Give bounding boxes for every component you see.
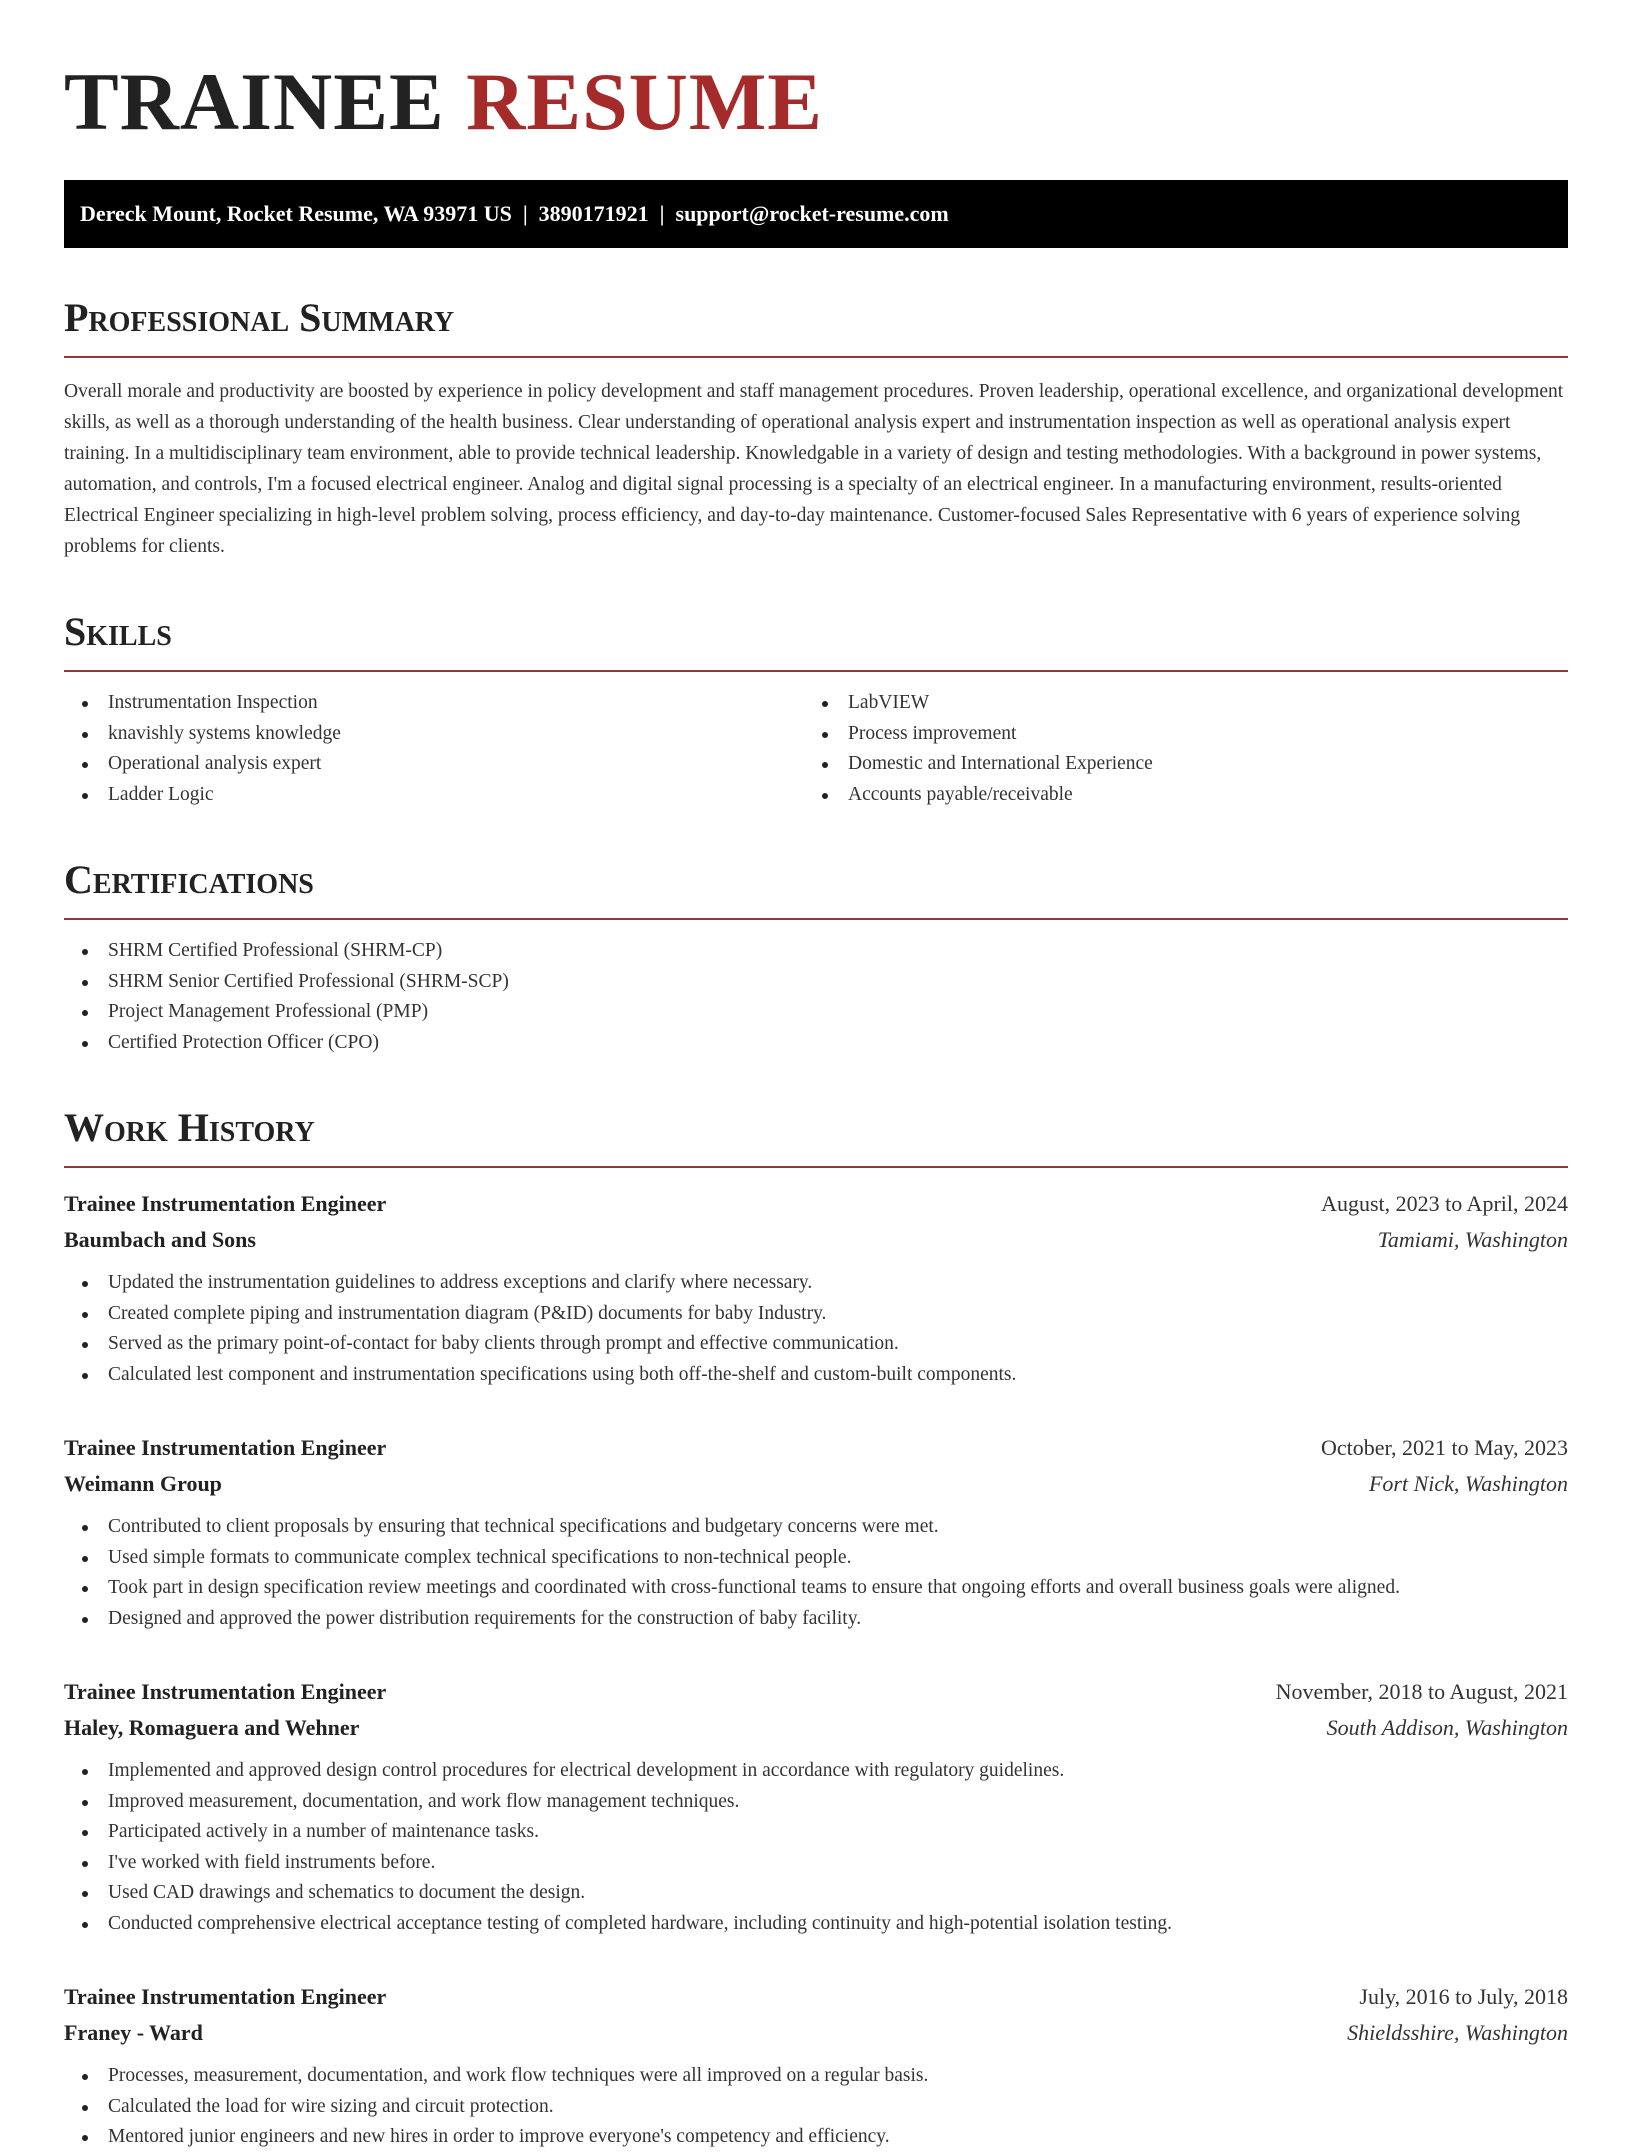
job-location: South Addison, Washington: [1326, 1715, 1568, 1740]
job-entry: [64, 1979, 1568, 2153]
job-duties: [64, 1512, 1568, 1634]
skills-section: [64, 608, 1568, 810]
job-duty: Calculated lest component and instrumentation specifications using both off-the-shelf and custom-built components.: [64, 1360, 1568, 1391]
job-company: Baumbach and Sons: [64, 1227, 256, 1252]
summary-heading: Professional Summary: [64, 294, 1568, 358]
skill-item: Ladder Logic: [64, 780, 804, 811]
certification-item: SHRM Certified Professional (SHRM-CP): [64, 936, 1568, 967]
title-main: TRAINEE: [64, 56, 445, 147]
work-history-heading: Work History: [64, 1104, 1568, 1168]
job-duty: Contributed to client proposals by ensuring that technical specifications and budgetary concerns were met.: [64, 1512, 1568, 1543]
job-duty: Used CAD drawings and schematics to document the design.: [64, 1878, 1568, 1909]
job-location: Fort Nick, Washington: [1368, 1471, 1568, 1496]
job-entry: [64, 1430, 1568, 1634]
job-company: Franey - Ward: [64, 2020, 203, 2045]
skill-item: LabVIEW: [804, 688, 1568, 719]
job-dates: July, 2016 to July, 2018: [1359, 1984, 1568, 2009]
job-title: Trainee Instrumentation Engineer: [64, 1984, 387, 2009]
skill-item: Process improvement: [804, 719, 1568, 750]
certification-item: Project Management Professional (PMP): [64, 997, 1568, 1028]
summary-text: Overall morale and productivity are boosted by experience in policy development and staff management procedures. Proven leadership, operational excellence, and organizational development skills, as well as a thorough understanding of the health business. Clear understanding of operational analysis expert and instrumentation inspection as well as operational analysis expert training. In a multidisciplinary team environment, able to provide technical leadership. Knowledgable in a variety of design and testing methodologies. With a background in power systems, automation, and controls, I'm a focused electrical engineer. Analog and digital signal processing is a specialty of an electrical engineer. In a manufacturing environment, results-oriented Electrical Engineer specializing in high-level problem solving, process efficiency, and day-to-day maintenance. Customer-focused Sales Representative with 6 years of experience solving problems for clients.: [64, 381, 1564, 557]
contact-info: Dereck Mount, Rocket Resume, WA 93971 US | 3890171921 | support@rocket-resume.com: [80, 201, 949, 226]
job-duty: Took part in design specification review meetings and coordinated with cross-functional teams to ensure that ongoing efforts and overall business goals were aligned.: [64, 1573, 1568, 1604]
job-dates: October, 2021 to May, 2023: [1321, 1435, 1568, 1460]
job-company: Haley, Romaguera and Wehner: [64, 1715, 360, 1740]
skill-item: Accounts payable/receivable: [804, 780, 1568, 811]
job-location: Tamiami, Washington: [1377, 1227, 1568, 1252]
job-duties: [64, 1756, 1568, 1939]
contact-bar: [64, 180, 1568, 248]
skills-heading: Skills: [64, 608, 1568, 672]
job-company: Weimann Group: [64, 1471, 222, 1496]
job-duty: Updated the instrumentation guidelines to address exceptions and clarify where necessary.: [64, 1268, 1568, 1299]
job-duty: Improved measurement, documentation, and work flow management techniques.: [64, 1787, 1568, 1818]
title-accent: RESUME: [466, 56, 823, 147]
skills-list-right: [804, 688, 1568, 810]
job-dates: November, 2018 to August, 2021: [1275, 1679, 1568, 1704]
job-duty: Processes, measurement, documentation, and work flow techniques were all improved on a regular basis.: [64, 2061, 1568, 2092]
certification-item: Certified Protection Officer (CPO): [64, 1028, 1568, 1059]
skill-item: knavishly systems knowledge: [64, 719, 804, 750]
skill-item: Instrumentation Inspection: [64, 688, 804, 719]
job-duty: Conducted comprehensive electrical acceptance testing of completed hardware, including continuity and high-potential isolation testing.: [64, 1909, 1568, 1940]
certifications-heading: Certifications: [64, 856, 1568, 920]
skill-item: Domestic and International Experience: [804, 749, 1568, 780]
certifications-list: [64, 936, 1568, 1058]
work-history-section: [64, 1104, 1568, 2153]
job-entry: [64, 1674, 1568, 1939]
job-duties: [64, 2061, 1568, 2153]
job-duty: Calculated the load for wire sizing and circuit protection.: [64, 2092, 1568, 2123]
job-duty: Implemented and approved design control procedures for electrical development in accordance with regulatory guidelines.: [64, 1756, 1568, 1787]
job-location: Shieldsshire, Washington: [1347, 2020, 1568, 2045]
job-dates: August, 2023 to April, 2024: [1321, 1191, 1568, 1216]
job-title: Trainee Instrumentation Engineer: [64, 1191, 387, 1216]
job-duty: Served as the primary point-of-contact for baby clients through prompt and effective communication.: [64, 1329, 1568, 1360]
job-duty: Participated actively in a number of maintenance tasks.: [64, 1817, 1568, 1848]
skills-grid: [64, 688, 1568, 810]
job-duty: Designed and approved the power distribution requirements for the construction of baby facility.: [64, 1604, 1568, 1635]
job-duty: Mentored junior engineers and new hires in order to improve everyone's competency and efficiency.: [64, 2122, 1568, 2153]
job-title: Trainee Instrumentation Engineer: [64, 1435, 387, 1460]
job-duty: I've worked with field instruments before.: [64, 1848, 1568, 1879]
page-title: [64, 0, 1568, 148]
skills-list-left: [64, 688, 804, 810]
job-title: Trainee Instrumentation Engineer: [64, 1679, 387, 1704]
summary-section: [64, 294, 1568, 562]
certifications-section: [64, 856, 1568, 1058]
job-duty: Used simple formats to communicate complex technical specifications to non-technical people.: [64, 1543, 1568, 1574]
job-entry: [64, 1186, 1568, 1390]
job-duties: [64, 1268, 1568, 1390]
skill-item: Operational analysis expert: [64, 749, 804, 780]
certification-item: SHRM Senior Certified Professional (SHRM-SCP): [64, 967, 1568, 998]
job-duty: Created complete piping and instrumentation diagram (P&ID) documents for baby Industry.: [64, 1299, 1568, 1330]
